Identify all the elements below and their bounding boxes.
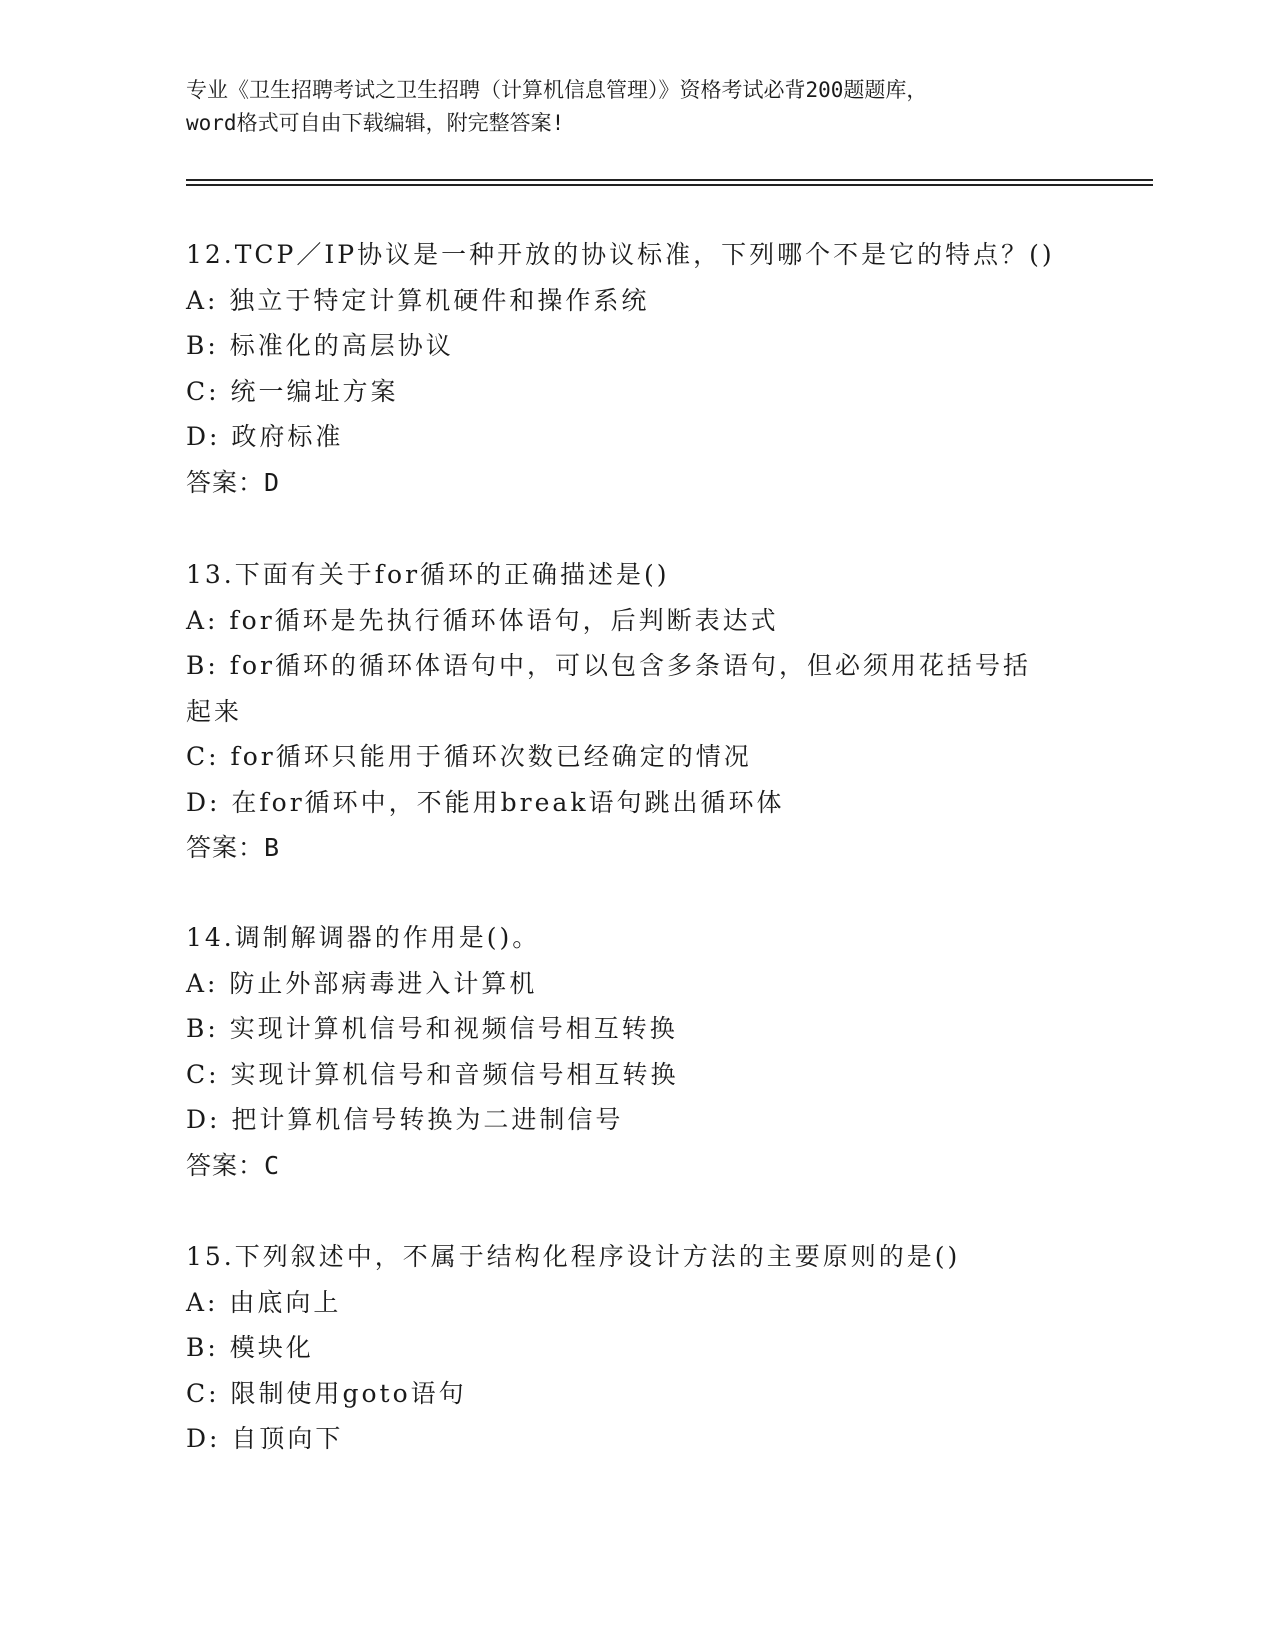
option-d: D: 在for循环中，不能用break语句跳出循环体 (186, 787, 785, 817)
question-stem: 15.下列叙述中，不属于结构化程序设计方法的主要原则的是() (186, 1242, 961, 1271)
question-15 (186, 1234, 1086, 1462)
option-c: C: 限制使用goto语句 (186, 1378, 467, 1408)
option-c: C: 实现计算机信号和音频信号相互转换 (186, 1059, 679, 1089)
option-b: B: for循环的循环体语句中，可以包含多条语句，但必须用花括号括起来 (186, 651, 1031, 726)
question-13 (186, 552, 1086, 871)
question-stem: 13.下面有关于for循环的正确描述是() (186, 560, 670, 589)
question-12 (186, 232, 1086, 505)
document-header (186, 74, 1086, 140)
option-d: D: 把计算机信号转换为二进制信号 (186, 1105, 624, 1134)
option-b: B: 标准化的高层协议 (186, 331, 454, 360)
answer: 答案：C (186, 1150, 281, 1180)
header-line-1: 专业《卫生招聘考试之卫生招聘（计算机信息管理）》资格考试必背200题题库， (186, 78, 928, 102)
option-a: A: 由底向上 (186, 1287, 342, 1317)
question-stem: 14.调制解调器的作用是()。 (186, 923, 541, 952)
header-divider-top (186, 179, 1153, 181)
option-c: C: 统一编址方案 (186, 376, 399, 406)
answer: 答案：D (186, 467, 281, 497)
option-b: B: 模块化 (186, 1333, 314, 1362)
option-a: A: 防止外部病毒进入计算机 (186, 968, 538, 998)
option-c: C: for循环只能用于循环次数已经确定的情况 (186, 742, 752, 771)
answer: 答案：B (186, 833, 281, 862)
option-a: A: 独立于特定计算机硬件和操作系统 (186, 285, 650, 315)
option-d: D: 自顶向下 (186, 1424, 344, 1453)
question-14 (186, 915, 1086, 1188)
option-b: B: 实现计算机信号和视频信号相互转换 (186, 1014, 678, 1043)
header-divider-bottom (186, 184, 1153, 186)
question-stem: 12.TCP／IP协议是一种开放的协议标准，下列哪个不是它的特点？() (186, 240, 1055, 269)
option-a: A: for循环是先执行循环体语句，后判断表达式 (186, 605, 779, 635)
header-line-2: word格式可自由下载编辑，附完整答案! (186, 111, 565, 135)
option-d: D: 政府标准 (186, 422, 344, 451)
